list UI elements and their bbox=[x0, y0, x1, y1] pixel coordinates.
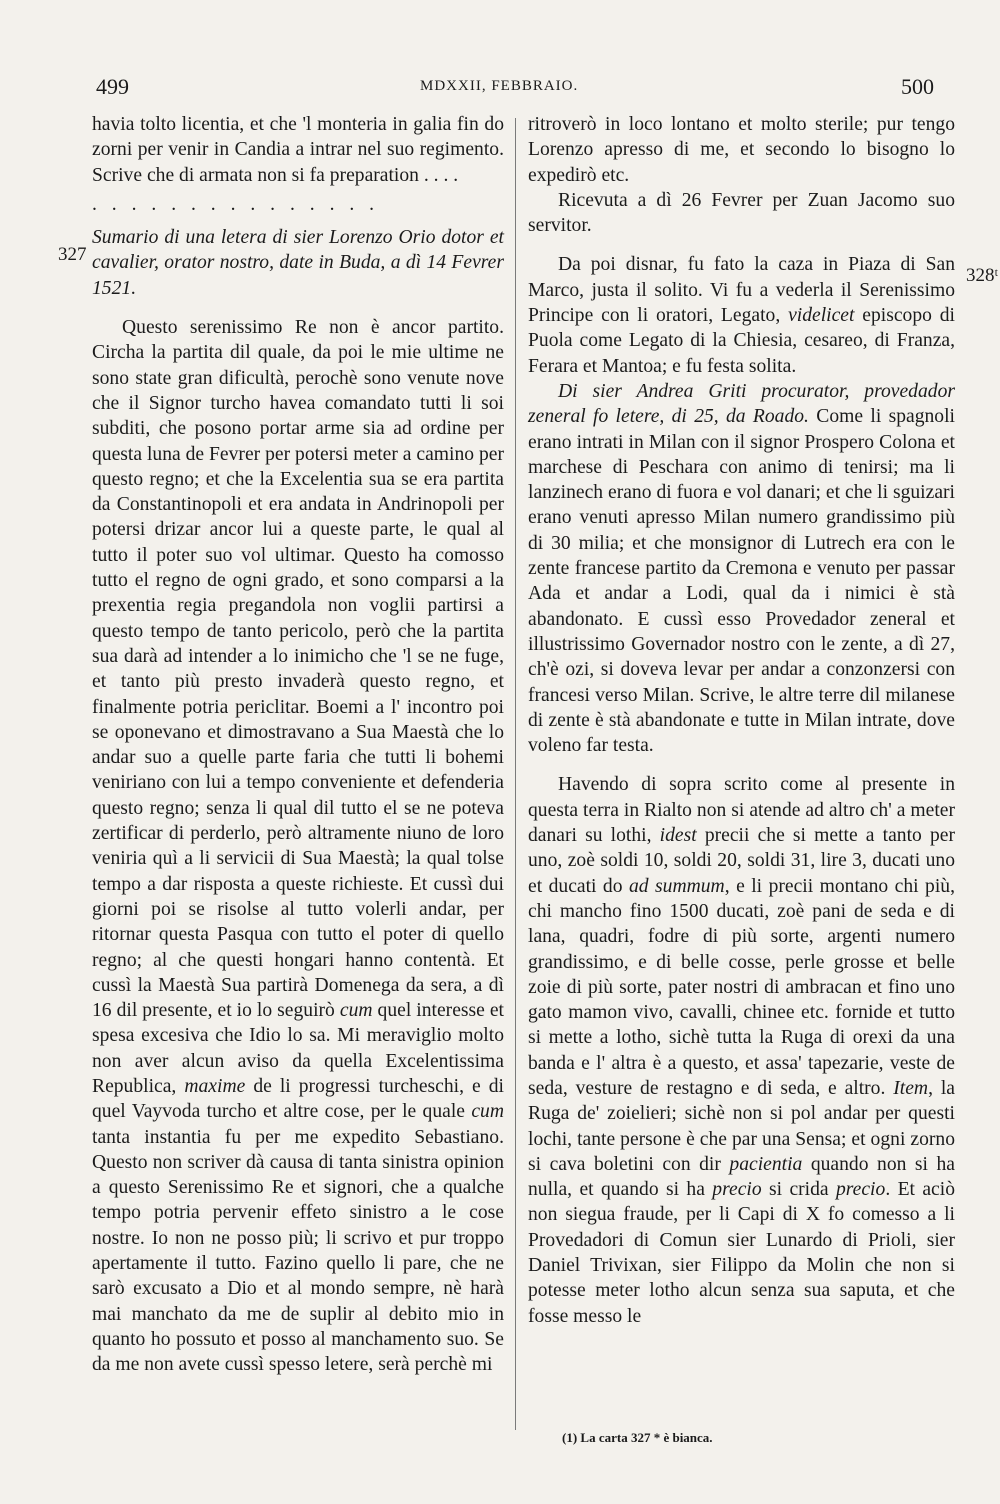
margin-note-right: 328ᵗ bbox=[966, 265, 999, 286]
text-run: , la Ruga de' zoielieri; sichè non si pol andar per questi lochi, tante persone è che par una Sensa; et ogni zorno si cava boletini con dir bbox=[528, 1077, 955, 1175]
text-run: Questo serenissimo Re non è ancor partito. Circha la partita dil quale, da poi le mie ultime ne sono state gran dificultà, perochè sono venute nove che il Signor turcho havea comandato tutti li soi subditi, che posono portar arme sia ad ordine per questa luna de Fevrer per potersi meter a camino per questo regno; et che la Excelentia sua se era partita da Constantinopoli et era andata in Andrinopoli per potersi drizar ancor lui a queste parte, le qual al tutto il poter suo vol ultimar. Questo ha comosso tutto el regno de ogni grado, et sono comparsi a la prexentia regia pregandola non voglii partirsi a questo tempo de tanto pericolo, però che la partita sua darà ad intender a lo inimicho che 'l se ne fuge, et tanto più presto invaderà questo regno, et finalmente potria periclitar. Boemi a l' incontro poi se oponevano et dimostravano a Sua Maestà che lo andar suo a quelle parte faria che tutti li bohemi veniriano con lui a tempo conveniente et defenderia questo regno; senza li qual dil tutto el se ne poteva zertificar di perderlo, però altramente niuno de loro veniria quì a li servicii di Sua Maestà; la qual tolse tempo a dar risposta a queste richieste. Et cussì dui giorni poi se risolse al tutto volerli andar, per ritornar questa Pasqua con tutto el poter di quello regno; al che questi hongari hanno contentà. Et cussì la Maestà Sua partirà Domenega da sera, a dì 16 dil presente, et io lo seguirò bbox=[92, 317, 504, 1022]
paragraph bbox=[92, 315, 504, 1377]
text-run: quel interesse et spesa excesiva che Idio lo sa. Mi meraviglio molto non aver alcun aviso da quella Excelentissima Republica, bbox=[92, 1000, 505, 1097]
page-number-right: 500 bbox=[901, 74, 934, 99]
italic-word: ad summum bbox=[628, 875, 725, 897]
text-run: precii che si mette a tanto per uno, zoè soldi 10, soldi 20, soldi 31, lire 3, ducati uno et ducati do bbox=[528, 825, 955, 897]
italic-word: pacientia bbox=[729, 1153, 803, 1175]
text-run: episcopo di Puola come Legato di la Chiesia, cesareo, di Franza, Ferara et Mantoa; e fu festa solita. bbox=[528, 305, 955, 377]
paragraph: havia tolto licentia, et che 'l monteria in galia fin do zorni per venir in Candia a intrar nel suo regimento. Scrive che di armata non si fa preparation . . . . bbox=[92, 114, 504, 186]
italic-word: cum bbox=[339, 1000, 373, 1022]
text-run: si crida bbox=[761, 1179, 836, 1201]
text-run: Havendo di sopra scrito come al presente in questa terra in Rialto non si atende ad altro ch' a meter danari su lothi, bbox=[528, 774, 955, 847]
footnote: (1) La carta 327 * è bianca. bbox=[562, 1430, 713, 1445]
page-number-left: 499 bbox=[96, 74, 129, 99]
ellipsis-row: . . . . . . . . . . . . . . . bbox=[92, 193, 380, 215]
italic-word: cum bbox=[471, 1101, 504, 1123]
heading-italic: Sumario di una letera di sier Lorenzo Orio dotor et cavalier, orator nostro, date in Buda, a dì 14 Fevrer 1521. bbox=[92, 227, 504, 299]
text-run: Da poi disnar, fu fato la caza in Piaza di San Marco, justa il solito. Vi fu a vederla il Serenissimo Principe con li oratori, Legato, bbox=[528, 254, 955, 327]
right-column bbox=[528, 112, 955, 1329]
italic-word: videlicet bbox=[788, 305, 855, 327]
italic-word: Item bbox=[893, 1077, 929, 1099]
italic-word: idest bbox=[659, 825, 697, 847]
text-run: quando non si ha nulla, et quando si ha bbox=[528, 1153, 955, 1201]
paragraph bbox=[528, 252, 955, 378]
paragraph: ritroverò in loco lontano et molto sterile; pur tengo Lorenzo apresso di me, et secondo lo bisogno lo expedirò etc. bbox=[528, 114, 955, 186]
text-run: . Et aciò non siegua fraude, per li Capi di X fo comesso a li Provedadori di Comun sier Lunardo di Prioli, sier Daniel Trivixan, sier Filippo da Molin che non si potesse meter lotho alcun senza sua saputa, et che fosse messo le bbox=[528, 1179, 955, 1327]
running-title: MDXXII, FEBBRAIO. bbox=[420, 78, 579, 94]
italic-word: precio bbox=[835, 1179, 886, 1201]
paragraph bbox=[528, 772, 955, 1329]
italic-word: maxime bbox=[184, 1075, 246, 1097]
text-run: tanta instantia fu per me expedito Sebastiano. Questo non scriver dà causa di tanta sinistra opinion a questo Serenissimo Re et signori, che a qualche tempo potria pervenir effeto sinistro a le cose nostre. Io non ne posso più; li scrivo et pur troppo apertamente il tutto. Fazino quello li pare, che ne sarò excusato a Dio et al mondo sempre, nè harà mai manchato da me de suplir al debito mio in quanto ho possuto et posso al manchamento suo. Se da me non avete cussì spesso letere, serà perchè mi bbox=[92, 1126, 504, 1376]
column-divider bbox=[515, 118, 516, 1430]
paragraph bbox=[528, 379, 955, 758]
running-header bbox=[0, 74, 1000, 108]
text-run: , e li precii montano chi più, chi mancho fino 1500 ducati, zoè pani de seda e di lana, quadri, fodre di più sorte, argenti numero grandissimo, e di belle cosse, perle grosse et belle zoie di più sorte, pater nostri di ambracan et fino uno gato mamon vivo, cavalli, chinee etc. fornide et tutto si mette a lotho, sichè tutta la Ruga di orexi da una banda e l' altra è a questo, et assa' tapezarie, veste de seda, vesture de restagno e di seda, e altro. bbox=[528, 875, 955, 1099]
margin-note-left: 327 bbox=[58, 244, 87, 265]
text-run: de li progressi turcheschi, e di quel Vayvoda turcho et altre cose, per le quale bbox=[92, 1075, 504, 1123]
left-column bbox=[92, 112, 504, 1378]
letter-heading bbox=[92, 225, 504, 301]
italic-word: precio bbox=[712, 1179, 762, 1201]
letter-heading: Di sier Andrea Griti procurator, provedador zeneral fo letere, di 25, da Roado. bbox=[528, 380, 955, 428]
paragraph: Ricevuta a dì 26 Fevrer per Zuan Jacomo suo servitor. bbox=[528, 189, 955, 237]
text-run: Come li spagnoli erano intrati in Milan con il signor Prospero Colona et marchese di Peschara con animo di tenirsi; ma li lanzinech erano di fuora e vol danari; et che li sguizari erano venuti apresso Milan numero grandissimo più di 30 milia; et che monsignor di Lutrech era con le zente francese partito da Cremona e venuto per passar Ada et andar a Lodi, qual da i nimici è stà abandonato. E cussì esso Provedador zeneral et illustrissimo Governador nostro con le zente, a dì 27, ch'è ozi, si doveva levar per andar a conzonzersi con francesi verso Milan. Scrive, le altre terre dil milanese di zente è stà abandonate e tutte in Milan intrate, dove voleno far testa. bbox=[528, 406, 955, 757]
